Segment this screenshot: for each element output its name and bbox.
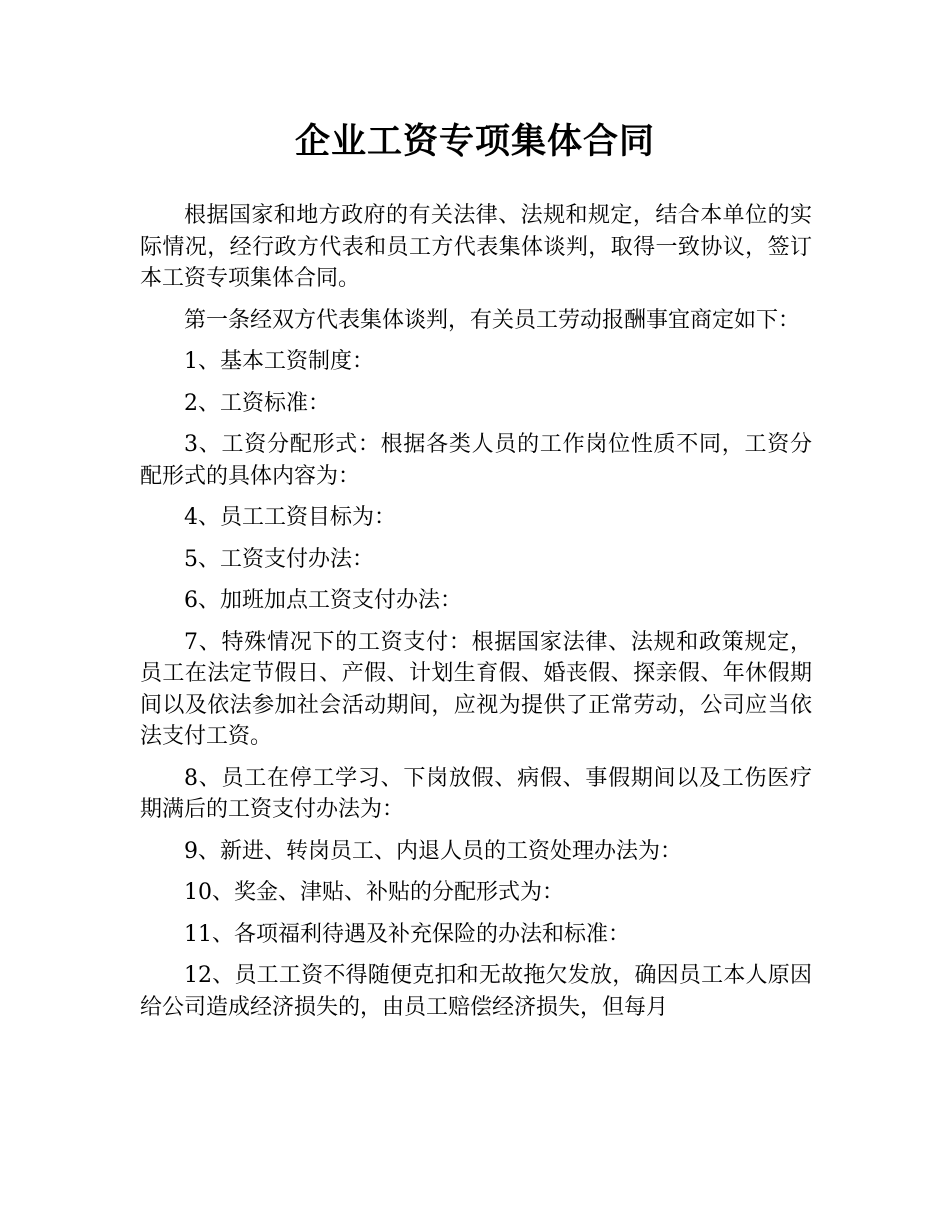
- paragraph-item-1: 1、基本工资制度：: [184, 349, 374, 374]
- paragraph-item-3: 3、工资分配形式：根据各类人员的工作岗位性质不同，工资分配形式的具体内容为：: [140, 432, 812, 489]
- paragraph-item-8: 8、员工在停工学习、下岗放假、病假、事假期间以及工伤医疗期满后的工资支付办法为：: [140, 765, 812, 822]
- paragraph-item-11: 11、各项福利待遇及补充保险的办法和标准：: [184, 921, 630, 947]
- document-body: [140, 200, 812, 1033]
- document-title: 企业工资专项集体合同: [294, 122, 655, 162]
- paragraph-item-4: 4、员工工资目标为：: [184, 505, 396, 530]
- paragraph-item-12: 12、员工工资不得随便克扣和无故拖欠发放，确因员工本人原因给公司造成经济损失的，由员工赔偿经济损失，但每月: [140, 963, 812, 1020]
- paragraph-item-10: 10、奖金、津贴、补贴的分配形式为：: [184, 880, 564, 905]
- paragraph-item-7: 7、特殊情况下的工资支付：根据国家法律、法规和政策规定，员工在法定节假日、产假、计划生育假、婚丧假、探亲假、年休假期间以及依法参加社会活动期间，应视为提供了正常劳动，公司应当依法支付工资。: [140, 629, 812, 749]
- paragraph-item-2: 2、工资标准：: [184, 390, 330, 416]
- paragraph-item-6: 6、加班加点工资支付办法：: [184, 588, 462, 613]
- paragraph-preamble: 根据国家和地方政府的有关法律、法规和规定，结合本单位的实际情况，经行政方代表和员工方代表集体谈判，取得一致协议，签订本工资专项集体合同。: [140, 203, 812, 291]
- paragraph-item-5: 5、工资支付办法：: [184, 546, 374, 572]
- paragraph-item-9: 9、新进、转岗员工、内退人员的工资处理办法为：: [184, 838, 682, 864]
- paragraph-article-1: 第一条经双方代表集体谈判，有关员工劳动报酬事宜商定如下：: [184, 307, 801, 333]
